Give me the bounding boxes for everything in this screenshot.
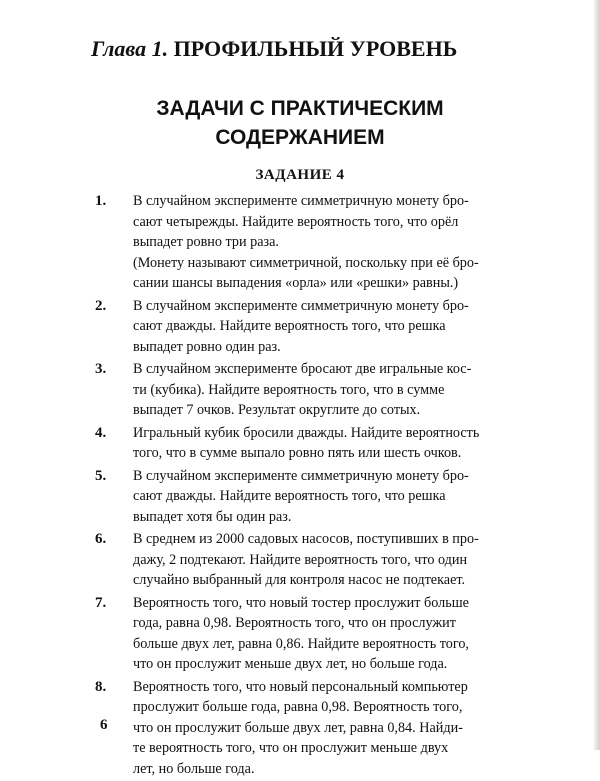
problem-text: [133, 593, 525, 675]
problem-text: [133, 529, 525, 591]
problem-text-line: прослужит больше года, равна 0,98. Вероятность того,: [133, 699, 463, 715]
problem-number: 3.: [95, 361, 107, 377]
problem-text-line: В среднем из 2000 садовых насосов, поступивших в про-: [133, 531, 479, 547]
problem-text-line: того, что в сумме выпало ровно пять или шесть очков.: [133, 445, 462, 461]
problem-text-line: что он прослужит больше двух лет, равна 0,84. Найди-: [133, 719, 463, 736]
problem-text-line: Игральный кубик бросили дважды. Найдите вероятность: [133, 424, 480, 441]
section-title-line: СОДЕРЖАНИЕМ: [215, 126, 385, 149]
problem-number: 1.: [95, 193, 107, 209]
problem-item: [95, 296, 525, 358]
problem-text-line: что он прослужит меньше двух лет, но больше года.: [133, 656, 448, 672]
problem-text: [133, 296, 525, 358]
problem-text-line: выпадет ровно три раза.: [133, 234, 279, 250]
problem-text-line: Вероятность того, что новый персональный компьютер: [133, 678, 468, 695]
problem-text-line: больше двух лет, равна 0,86. Найдите вероятность того,: [133, 635, 469, 652]
section-title-line: ЗАДАЧИ С ПРАКТИЧЕСКИМ: [156, 97, 444, 120]
problem-text-line: ти (кубика). Найдите вероятность того, что в сумме: [133, 381, 445, 398]
chapter-heading: [91, 36, 457, 62]
problem-text-line: В случайном эксперименте симметричную монету бро-: [133, 467, 469, 484]
chapter-prefix: Глава 1.: [91, 36, 169, 61]
problem-number: 5.: [95, 467, 107, 484]
problem-text-line: Вероятность того, что новый тостер прослужит больше: [133, 594, 469, 611]
problem-text: [133, 677, 525, 780]
problem-item: [95, 529, 525, 591]
problem-text-line: сании шансы выпадения «орла» или «решки» равны.): [133, 275, 459, 291]
problem-text-line: случайно выбранный для контроля насос не подтекает.: [133, 572, 466, 588]
section-title: [0, 94, 600, 152]
task-title: ЗАДАНИЕ 4: [255, 167, 345, 183]
problem-text: [133, 191, 525, 294]
problem-text-line: дажу, 2 подтекают. Найдите вероятность того, что один: [133, 551, 468, 568]
problem-text-line: те вероятность того, что он прослужит меньше двух: [133, 740, 449, 756]
problem-number: 8.: [95, 678, 107, 695]
problem-text: [133, 466, 525, 528]
problem-text-line: года, равна 0,98. Вероятность того, что он прослужит: [133, 615, 456, 631]
problem-text-line: сают дважды. Найдите вероятность того, что решка: [133, 318, 446, 334]
problem-text-line: выпадет хотя бы один раз.: [133, 508, 292, 525]
problem-item: [95, 191, 525, 294]
problem-text-line: выпадет 7 очков. Результат округлите до сотых.: [133, 402, 421, 418]
problem-text-line: сают четырежды. Найдите вероятность того, что орёл: [133, 213, 459, 230]
problem-text-line: (Монету называют симметричной, поскольку при её бро-: [133, 254, 479, 271]
problem-item: [95, 466, 525, 528]
problem-text-line: В случайном эксперименте бросают две игральные кос-: [133, 361, 472, 377]
page-number: 6: [100, 717, 108, 733]
problem-item: [95, 593, 525, 675]
problem-text-line: лет, но больше года.: [133, 760, 255, 777]
problem-number: 6.: [95, 531, 107, 547]
problem-text-line: В случайном эксперименте симметричную монету бро-: [133, 193, 469, 209]
problem-item: [95, 359, 525, 421]
problem-number: 7.: [95, 594, 107, 611]
chapter-title: ПРОФИЛЬНЫЙ УРОВЕНЬ: [173, 36, 458, 61]
problem-item: [95, 423, 525, 464]
problem-text: [133, 359, 525, 421]
problem-text-line: выпадет ровно один раз.: [133, 338, 281, 355]
problem-item: [95, 677, 525, 780]
problem-list: [95, 191, 525, 781]
problem-number: 4.: [95, 424, 107, 441]
problem-text-line: В случайном эксперименте симметричную монету бро-: [133, 297, 469, 314]
problem-text: [133, 423, 525, 464]
problem-text-line: сают дважды. Найдите вероятность того, что решка: [133, 488, 446, 504]
problem-number: 2.: [95, 297, 107, 314]
